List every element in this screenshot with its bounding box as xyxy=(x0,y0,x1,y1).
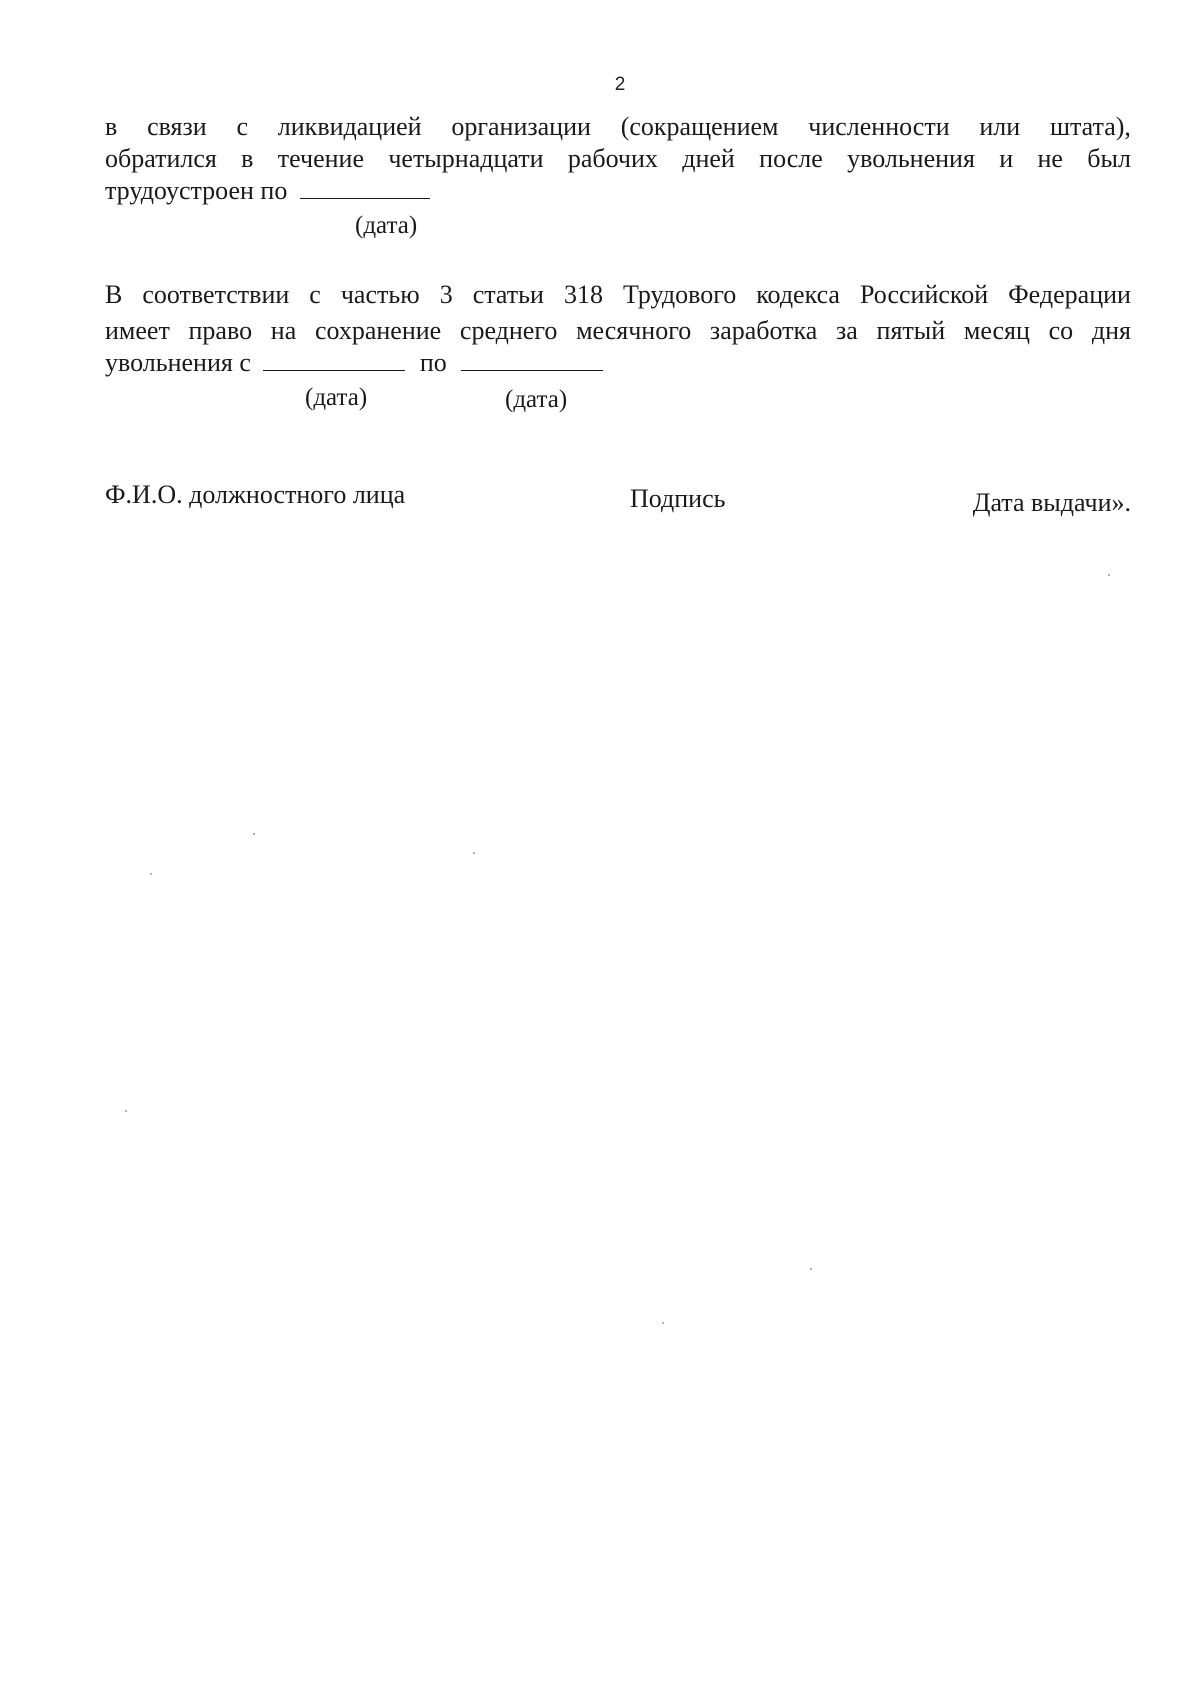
word: месячного xyxy=(576,316,692,345)
official-name-label: Ф.И.О. должностного лица xyxy=(105,480,406,509)
scan-speck xyxy=(150,873,152,875)
word: сохранение xyxy=(314,316,442,345)
word: статьи xyxy=(472,280,544,309)
date-blank-to xyxy=(461,348,603,371)
scan-speck xyxy=(253,833,255,835)
employment-text: трудоустроен по xyxy=(105,176,288,205)
word: дня xyxy=(1091,316,1131,345)
word: (сокращением xyxy=(620,112,779,141)
paragraph2-line2 xyxy=(105,316,1131,346)
issue-date-label: Дата выдачи». xyxy=(972,488,1131,517)
paragraph2-line3 xyxy=(105,348,1131,378)
word: со xyxy=(1048,316,1074,345)
word: после xyxy=(759,144,823,173)
date-caption-employment: (дата) xyxy=(355,212,418,239)
word: соответствии xyxy=(142,280,290,309)
word: или xyxy=(979,112,1021,141)
word: и xyxy=(999,144,1014,173)
signature-label: Подпись xyxy=(630,484,726,513)
word: связи xyxy=(147,112,207,141)
word: 3 xyxy=(439,280,453,309)
word: месяц xyxy=(963,316,1030,345)
word: частью xyxy=(340,280,420,309)
date-caption-from: (дата) xyxy=(305,384,368,411)
dismissal-from-text: увольнения с xyxy=(105,348,251,377)
word: право xyxy=(188,316,253,345)
word: кодекса xyxy=(756,280,840,309)
word: в xyxy=(105,112,118,141)
scan-speck xyxy=(662,1322,664,1324)
word: рабочих xyxy=(567,144,658,173)
dismissal-to-text: по xyxy=(419,348,447,377)
word: с xyxy=(309,280,321,309)
scan-speck xyxy=(473,852,475,854)
page-number: 2 xyxy=(614,74,626,95)
word: четырнадцати xyxy=(388,144,544,173)
paragraph1-line3 xyxy=(105,176,1131,206)
scan-speck xyxy=(125,1110,127,1112)
word: увольнения xyxy=(847,144,975,173)
word: Трудового xyxy=(622,280,737,309)
date-blank-from xyxy=(263,348,405,371)
word: не xyxy=(1037,144,1063,173)
word: дней xyxy=(682,144,735,173)
word: штата), xyxy=(1049,112,1131,141)
date-blank-employment xyxy=(300,176,430,199)
word: численности xyxy=(808,112,950,141)
word: В xyxy=(105,280,123,309)
date-caption-to: (дата) xyxy=(505,386,568,413)
word: пятый xyxy=(876,316,946,345)
word: за xyxy=(836,316,858,345)
word: в xyxy=(241,144,254,173)
scan-speck xyxy=(810,1268,812,1270)
word: был xyxy=(1087,144,1131,173)
word: Российской xyxy=(859,280,989,309)
word: ликвидацией xyxy=(277,112,422,141)
word: Федерации xyxy=(1008,280,1131,309)
word: обратился xyxy=(105,144,217,173)
word: имеет xyxy=(105,316,170,345)
word: организации xyxy=(451,112,591,141)
word: заработка xyxy=(709,316,818,345)
word: на xyxy=(270,316,297,345)
paragraph1-line1 xyxy=(105,112,1131,142)
word: 318 xyxy=(563,280,603,309)
scan-speck xyxy=(1108,574,1110,576)
paragraph2-line1 xyxy=(105,280,1131,310)
word: с xyxy=(236,112,249,141)
word: среднего xyxy=(459,316,558,345)
paragraph1-line2 xyxy=(105,144,1131,174)
word: течение xyxy=(277,144,365,173)
